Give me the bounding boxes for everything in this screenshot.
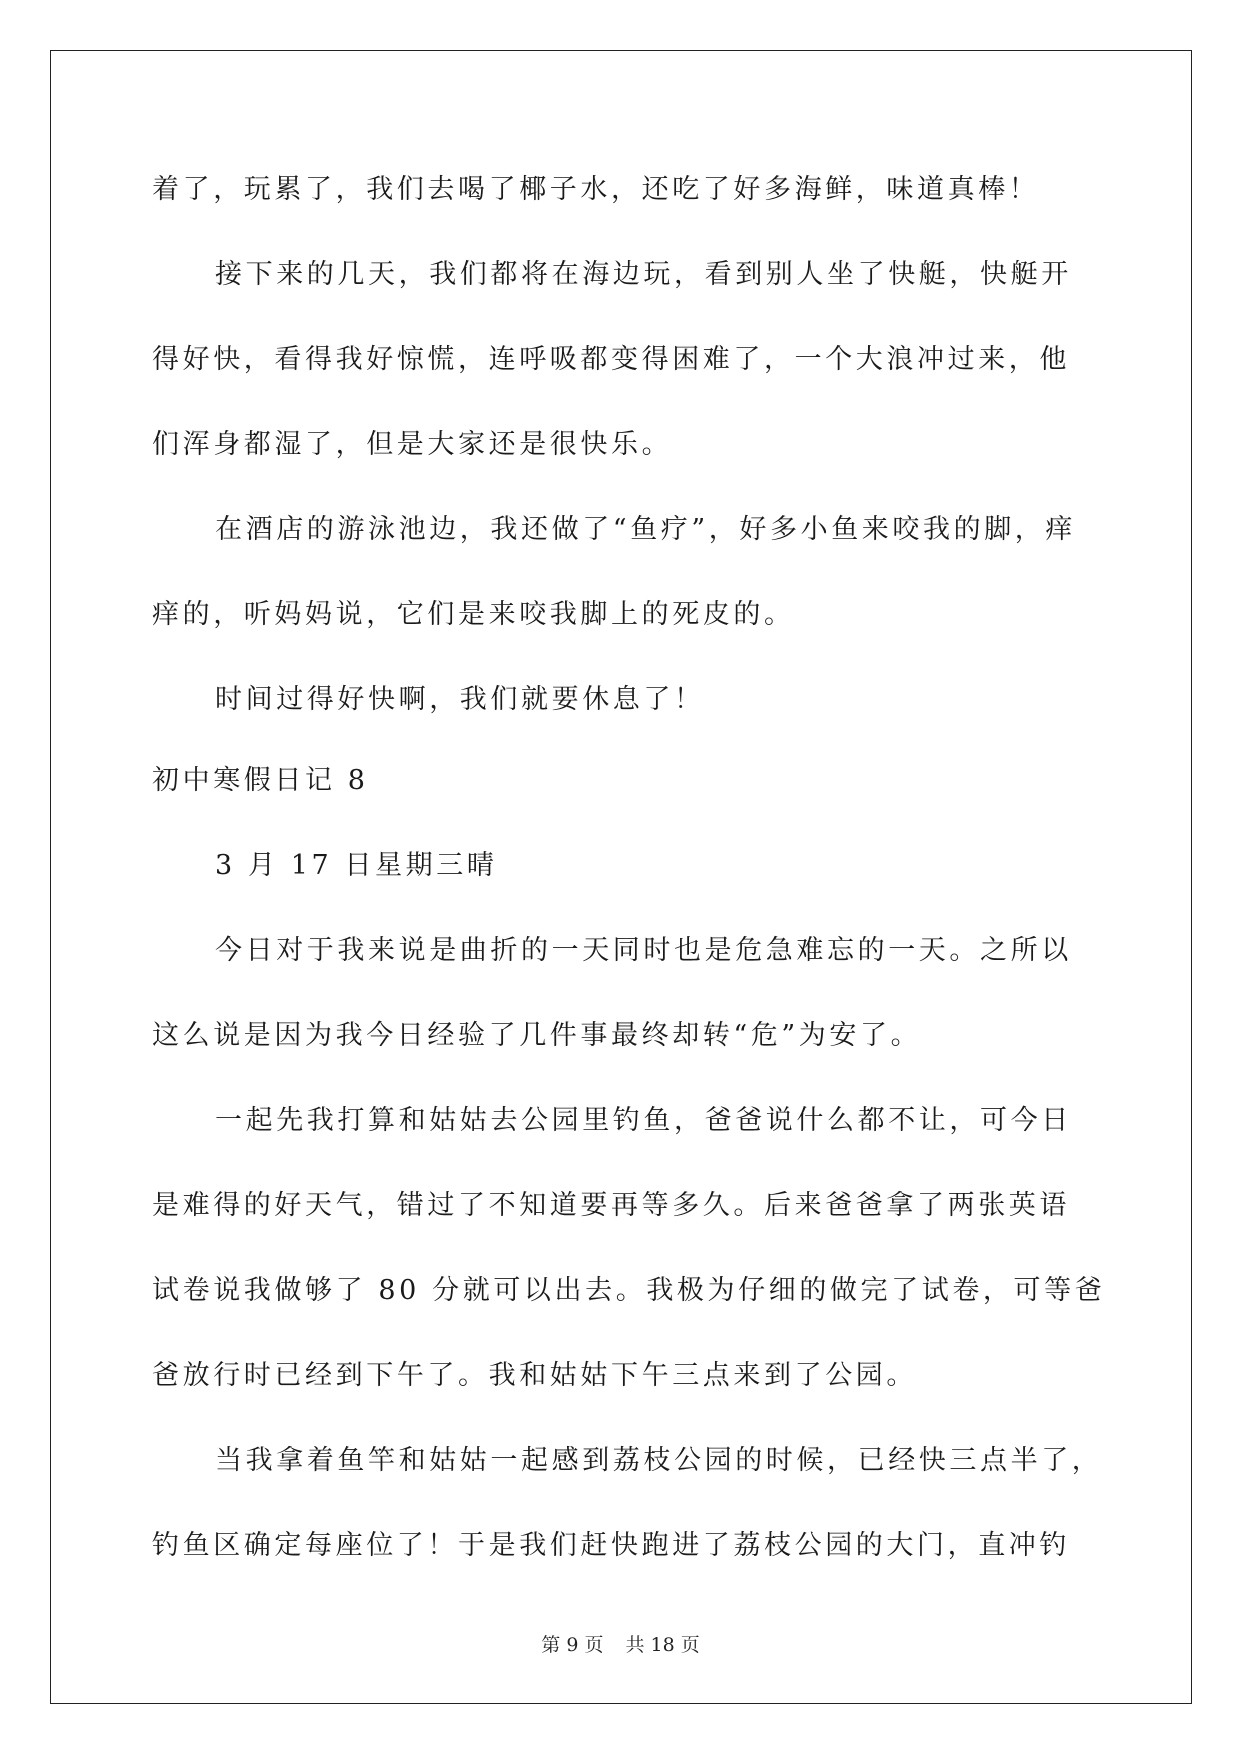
body-line: 接下来的几天，我们都将在海边玩，看到别人坐了快艇，快艇开 [215, 259, 1072, 290]
body-line: 是难得的好天气，错过了不知道要再等多久。后来爸爸拿了两张英语 [152, 1190, 1070, 1221]
body-line: 钓鱼区确定每座位了！于是我们赶快跑进了荔枝公园的大门，直冲钓 [152, 1530, 1070, 1561]
page-footer [0, 1633, 1241, 1657]
page-number: 第 9 页 [541, 1634, 604, 1656]
body-line: 痒的，听妈妈说，它们是来咬我脚上的死皮的。 [152, 599, 795, 630]
page-total: 共 18 页 [625, 1634, 700, 1656]
body-line: 今日对于我来说是曲折的一天同时也是危急难忘的一天。之所以 [215, 935, 1072, 966]
body-line: 们浑身都湿了，但是大家还是很快乐。 [152, 429, 673, 460]
body-line: 着了，玩累了，我们去喝了椰子水，还吃了好多海鲜，味道真棒！ [152, 174, 1040, 205]
body-line: 在酒店的游泳池边，我还做了“鱼疗”，好多小鱼来咬我的脚，痒 [215, 514, 1077, 545]
body-line: 试卷说我做够了 80 分就可以出去。我极为仔细的做完了试卷，可等爸 [152, 1275, 1106, 1306]
body-line: 当我拿着鱼竿和姑姑一起感到荔枝公园的时候，已经快三点半了， [215, 1445, 1103, 1476]
body-line: 得好快，看得我好惊慌，连呼吸都变得困难了，一个大浪冲过来，他 [152, 344, 1070, 375]
body-line: 爸放行时已经到下午了。我和姑姑下午三点来到了公园。 [152, 1360, 917, 1391]
body-line: 这么说是因为我今日经验了几件事最终却转“危”为安了。 [152, 1020, 922, 1051]
body-line: 一起先我打算和姑姑去公园里钓鱼，爸爸说什么都不让，可今日 [215, 1105, 1072, 1136]
body-line: 时间过得好快啊，我们就要休息了！ [215, 684, 705, 715]
section-heading: 初中寒假日记 8 [152, 765, 369, 796]
diary-date: 3 月 17 日星期三晴 [215, 850, 498, 881]
